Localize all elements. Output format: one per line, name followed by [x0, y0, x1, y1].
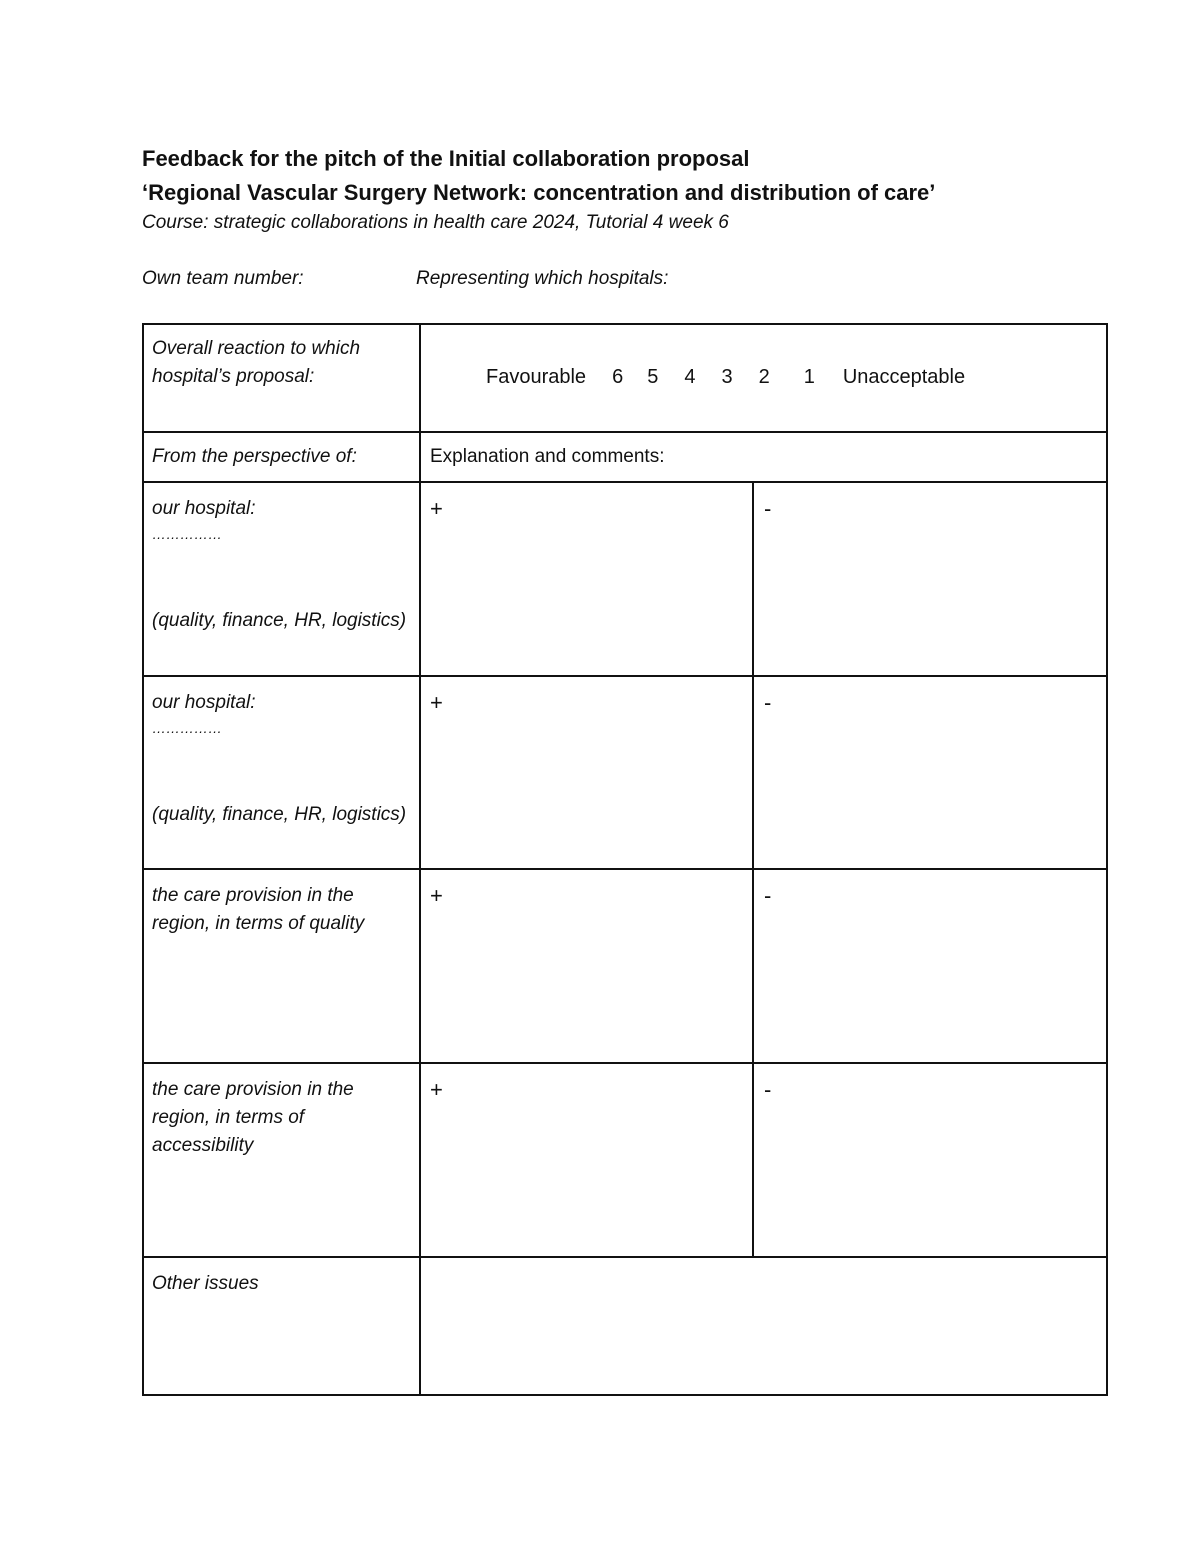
row-label-text: our hospital: — [152, 498, 256, 519]
minus-sign: - — [764, 1077, 772, 1102]
rating-option-1[interactable]: 1 — [803, 366, 815, 388]
rating-option-4[interactable]: 4 — [684, 366, 696, 388]
comments-header: Explanation and comments: — [430, 446, 665, 467]
scale-right-label: Unacceptable — [842, 366, 966, 388]
row-label-our-hospital-2 — [142, 677, 420, 868]
proposal-title: ‘Regional Vascular Surgery Network: concentration and distribution of care’ — [142, 180, 936, 205]
rating-scale-cell — [420, 323, 1106, 431]
row-sublabel: (quality, finance, HR, logistics) — [152, 610, 407, 631]
minus-sign: - — [764, 496, 772, 521]
row-sublabel: (quality, finance, HR, logistics) — [152, 804, 407, 825]
row-label-care-quality: the care provision in the region, in terms of quality — [152, 885, 365, 934]
rating-option-3[interactable]: 3 — [721, 366, 733, 388]
overall-reaction-label: Overall reaction to which hospital’s proposal: — [152, 338, 361, 387]
minus-sign: - — [764, 883, 772, 908]
rating-scale — [486, 363, 965, 391]
minus-comment-cell-3[interactable] — [754, 870, 1106, 1062]
hospital-name-blank[interactable]: …………… — [152, 720, 222, 736]
plus-comment-cell-4[interactable] — [420, 1064, 752, 1256]
row-label-care-accessibility: the care provision in the region, in terms of accessibility — [152, 1079, 354, 1156]
scale-left-label: Favourable — [486, 366, 587, 388]
minus-sign: - — [764, 690, 772, 715]
minus-comment-cell-2[interactable] — [754, 677, 1106, 868]
row-label-text: our hospital: — [152, 692, 256, 713]
rating-option-2[interactable]: 2 — [758, 366, 770, 388]
form-title: Feedback for the pitch of the Initial collaboration proposal — [142, 146, 750, 171]
plus-comment-cell-3[interactable] — [420, 870, 752, 1062]
hospital-name-blank[interactable]: …………… — [152, 526, 222, 542]
plus-comment-cell-1[interactable] — [420, 483, 752, 675]
team-number-label: Own team number: — [142, 268, 304, 289]
other-issues-label: Other issues — [152, 1273, 259, 1294]
minus-comment-cell-1[interactable] — [754, 483, 1106, 675]
minus-comment-cell-4[interactable] — [754, 1064, 1106, 1256]
plus-sign: + — [430, 690, 443, 715]
row-label-our-hospital-1 — [142, 483, 420, 675]
feedback-table — [142, 323, 1108, 1396]
other-issues-comment-cell[interactable] — [420, 1258, 1106, 1394]
rating-option-6[interactable]: 6 — [612, 366, 624, 388]
table-border-bottom — [142, 1394, 1108, 1396]
plus-sign: + — [430, 1077, 443, 1102]
plus-sign: + — [430, 496, 443, 521]
plus-sign: + — [430, 883, 443, 908]
hospitals-label: Representing which hospitals: — [416, 268, 669, 289]
plus-comment-cell-2[interactable] — [420, 677, 752, 868]
perspective-header: From the perspective of: — [152, 446, 357, 467]
course-info: Course: strategic collaborations in health care 2024, Tutorial 4 week 6 — [142, 212, 729, 233]
rating-option-5[interactable]: 5 — [647, 366, 659, 388]
table-border-right — [1106, 323, 1108, 1396]
